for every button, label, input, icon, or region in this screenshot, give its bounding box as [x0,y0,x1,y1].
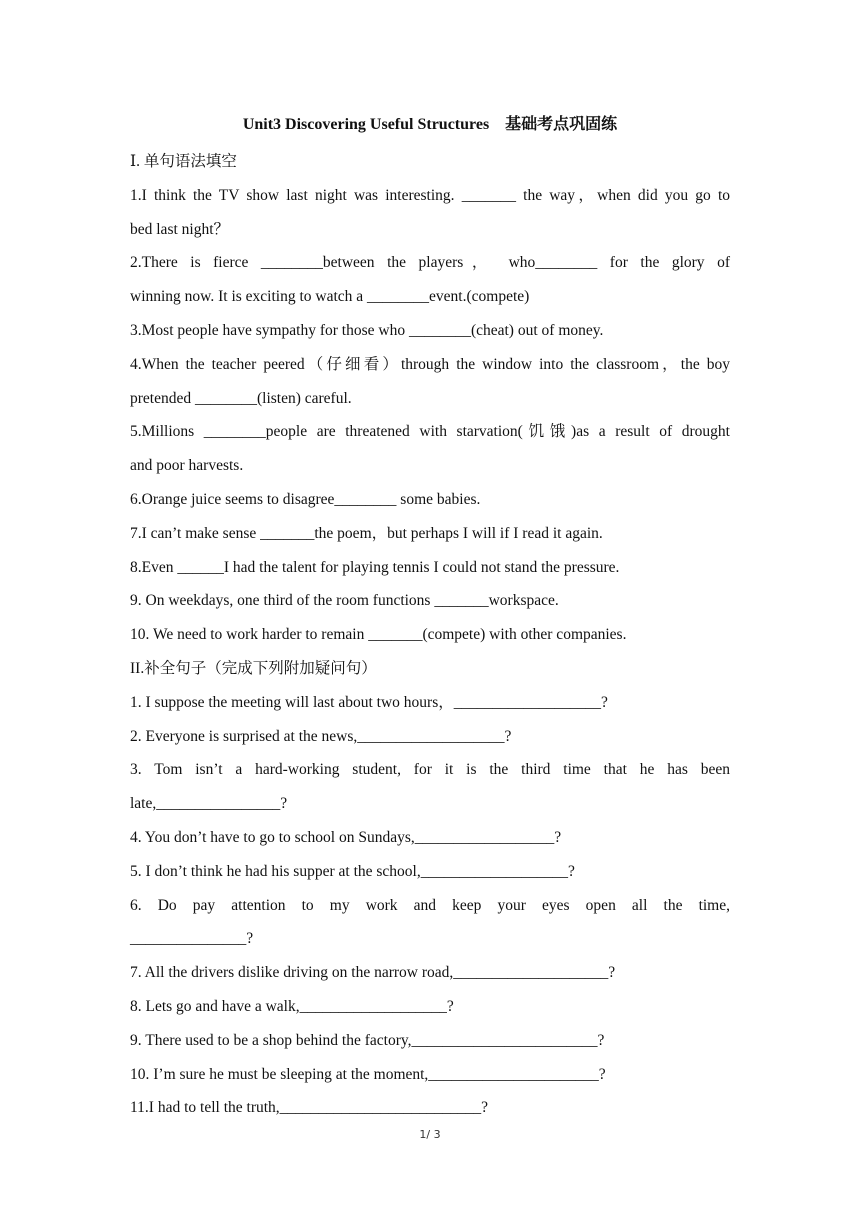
question-line: late,________________? [130,795,288,813]
question-line: 3.Most people have sympathy for those who ________(cheat) out of money. [130,321,604,339]
question-line: 4.When the teacher peered（仔细看）through the window into the classroom，the boy [130,355,730,373]
question-line: 6.Orange juice seems to disagree________ some babies. [130,490,481,508]
question-line: 9. On weekdays, one third of the room functions _______workspace. [130,592,559,610]
question-line: 1. I suppose the meeting will last about two hours，___________________? [130,693,608,711]
question-line: 10. We need to work harder to remain _______(compete) with other companies. [130,626,627,644]
section-heading-2: II.补全句子（完成下列附加疑问句） [130,659,377,677]
question-line: 7. All the drivers dislike driving on the narrow road,____________________? [130,964,616,982]
question-line: 6. Do pay attention to my work and keep your eyes open all the time, [130,896,730,914]
question-line: 8.Even ______I had the talent for playing tennis I could not stand the pressure. [130,558,620,576]
question-line: 8. Lets go and have a walk,___________________? [130,997,454,1015]
exercise-body [130,145,730,1125]
question-line: 4. You don’t have to go to school on Sundays,__________________? [130,828,562,846]
page-title: Unit3 Discovering Useful Structures 基础考点巩固练 [242,116,618,133]
question-line: 7.I can’t make sense _______the poem，but perhaps I will if I read it again. [130,524,603,542]
section-heading-1: Ⅰ. 单句语法填空 [130,153,237,170]
question-line: 5. I don’t think he had his supper at the school,___________________? [130,862,575,880]
question-line: winning now. It is exciting to watch a ________event.(compete) [130,288,530,306]
question-line: bed last night？ [130,220,230,238]
question-line: and poor harvests. [130,457,244,475]
question-line: 3. Tom isn’t a hard-working student, for it is the third time that he has been [130,761,730,779]
question-line: 2. Everyone is surprised at the news,___________________? [130,727,512,745]
question-line: 11.I had to tell the truth,__________________________? [130,1099,489,1117]
question-line: 2.There is fierce ________between the players， who________ for the glory of [130,254,730,272]
question-line: 1.I think the TV show last night was interesting. _______ the way，when did you go to [130,186,730,204]
question-line: 9. There used to be a shop behind the factory,________________________? [130,1031,605,1049]
question-line: 5.Millions ________people are threatened with starvation(饥饿)as a result of drought [130,423,730,441]
question-line: pretended ________(listen) careful. [130,389,352,407]
question-line: 10. I’m sure he must be sleeping at the moment,______________________? [130,1065,606,1083]
question-line: _______________? [130,930,254,948]
page-number: 1/ 3 [419,1128,441,1141]
